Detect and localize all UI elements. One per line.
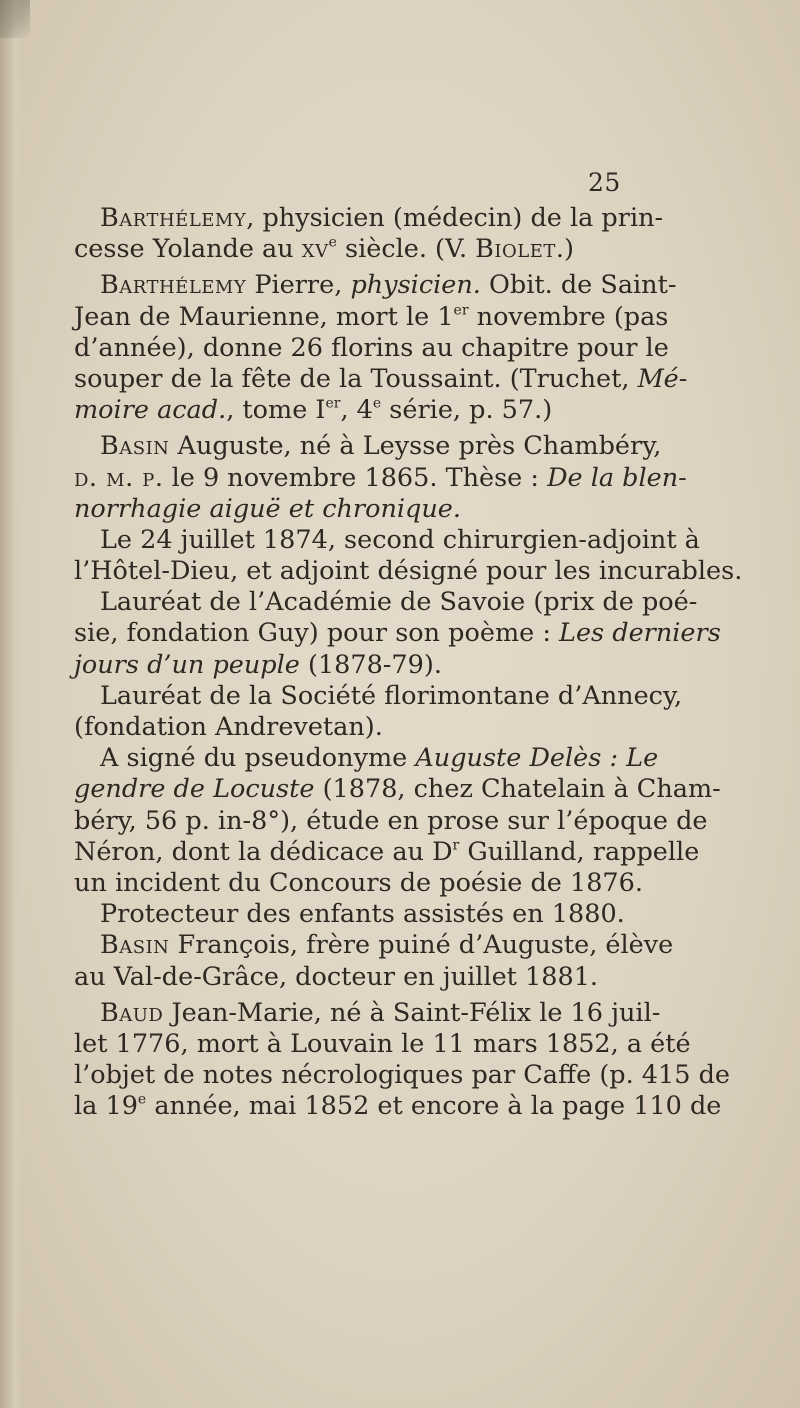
entry-basin-auguste-line-3: norrhagie aiguë et chronique. (74, 493, 461, 524)
entry-basin-auguste-p2-line-2: l’Hôtel-Dieu, et adjoint désigné pour les incurables. (74, 556, 743, 587)
entry-barthelemy-2-line-4: souper de la fête de la Toussaint. (Truchet, Mé- (74, 363, 688, 394)
entry-basin-auguste-p3-line-2: sie, fondation Guy) pour son poème : Les derniers (74, 618, 721, 649)
entry-barthelemy-2-line-2: Jean de Maurienne, mort le 1er novembre (pas (74, 301, 669, 332)
entry-barthelemy-1-line-2: cesse Yolande au $xv^e$ siècle. (V. Biolet.) (74, 234, 574, 265)
entry-barthelemy-2-line-5: moire acad., tome Ier, 4e série, p. 57.) (74, 395, 553, 426)
entry-name: Basin (100, 431, 170, 462)
entry-basin-auguste-p5-line-5: un incident du Concours de poésie de 1876. (74, 867, 643, 898)
entry-basin-francois-line-2: au Val-de-Grâce, docteur en juillet 1881. (74, 961, 599, 992)
entry-name: Barthélemy (100, 270, 247, 301)
entry-baud-line-1: Baud Jean-Marie, né à Saint-Félix le 16 juil- (100, 997, 661, 1028)
entry-basin-auguste-p4-line-1: Lauréat de la Société florimontane d’Annecy, (100, 680, 683, 711)
entry-basin-francois-line-1: Basin François, frère puiné d’Auguste, élève (100, 930, 674, 961)
entry-baud-line-2: let 1776, mort à Louvain le 11 mars 1852, a été (74, 1028, 691, 1059)
entry-basin-auguste-p4-line-2: (fondation Andrevetan). (74, 712, 383, 742)
cross-reference: Biolet (475, 234, 556, 265)
entry-name: Baud (100, 997, 164, 1028)
entry-basin-auguste-p5-line-1: A signé du pseudonyme Auguste Delès : Le (100, 743, 659, 774)
entry-basin-auguste-line-1: Basin Auguste, né à Leysse près Chambéry, (100, 431, 662, 462)
entry-basin-auguste-p3-line-1: Lauréat de l’Académie de Savoie (prix de poé- (100, 587, 698, 618)
corner-stain (0, 0, 30, 38)
binding-shadow (0, 0, 22, 1408)
entry-barthelemy-2-line-1: Barthélemy Pierre, physicien. Obit. de Saint- (100, 270, 677, 301)
entry-barthelemy-2-line-3: d’année), donne 26 florins au chapitre pour le (74, 332, 669, 363)
page-number: 25 (588, 168, 621, 197)
entry-baud-line-4: la 19e année, mai 1852 et encore à la page 110 de (74, 1091, 722, 1122)
entry-barthelemy-1-line-1: Barthélemy, physicien (médecin) de la prin- (100, 203, 664, 233)
entry-baud-line-3: l’objet de notes nécrologiques par Caffe (p. 415 de (74, 1060, 730, 1091)
entry-basin-auguste-p6-line-1: Protecteur des enfants assistés en 1880. (100, 899, 625, 930)
entry-basin-auguste-p5-line-3: béry, 56 p. in-8°), étude en prose sur l’époque de (74, 805, 708, 836)
entry-name: Barthélemy (100, 203, 247, 233)
entry-basin-auguste-p5-line-4: Néron, dont la dédicace au $D^r$ Guilland, rappelle (74, 836, 700, 867)
entry-name: Basin (100, 930, 170, 961)
entry-basin-auguste-p3-line-3: jours d’un peuple (1878-79). (74, 649, 442, 680)
entry-basin-auguste-p2-line-1: Le 24 juillet 1874, second chirurgien-adjoint à (100, 524, 700, 555)
text-body (74, 203, 743, 1122)
entry-basin-auguste-p5-line-2: gendre de Locuste (1878, chez Chatelain à Cham- (74, 774, 721, 805)
entry-basin-auguste-line-2: d. m. p. le 9 novembre 1865. Thèse : De la blen- (74, 462, 687, 493)
